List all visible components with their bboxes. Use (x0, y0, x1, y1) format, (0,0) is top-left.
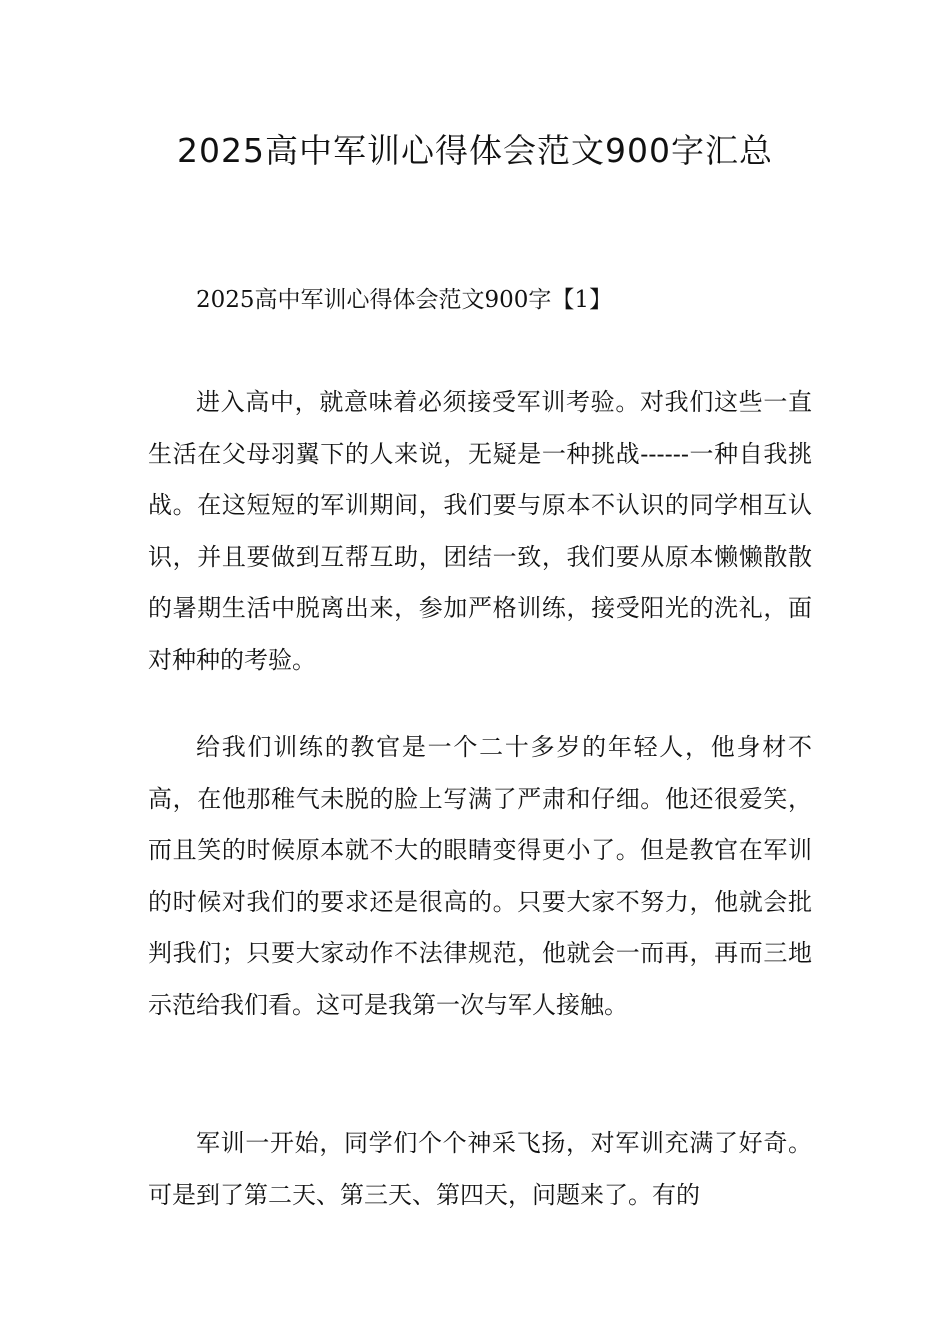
paragraph-2: 给我们训练的教官是一个二十多岁的年轻人，他身材不高，在他那稚气未脱的脸上写满了严肃和仔细。他还很爱笑，而且笑的时候原本就不大的眼睛变得更小了。但是教官在军训的时候对我们的要求还是很高的。只要大家不努力，他就会批判我们；只要大家动作不法律规范，他就会一而再，再而三地示范给我们看。这可是我第一次与军人接触。 (148, 733, 812, 1019)
section-heading: 2025高中军训心得体会范文900字【1】 (196, 287, 613, 313)
paragraph-1: 进入高中，就意味着必须接受军训考验。对我们这些一直生活在父母羽翼下的人来说，无疑是一种挑战------一种自我挑战。在这短短的军训期间，我们要与原本不认识的同学相互认识，并且要做到互帮互助，团结一致，我们要从原本懒懒散散的暑期生活中脱离出来，参加严格训练，接受阳光的洗礼，面对种种的考验。 (148, 388, 812, 674)
document-title: 2025高中军训心得体会范文900字汇总 (177, 131, 773, 170)
paragraph-3: 军训一开始，同学们个个神采飞扬，对军训充满了好奇。可是到了第二天、第三天、第四天，问题来了。有的 (148, 1129, 812, 1209)
